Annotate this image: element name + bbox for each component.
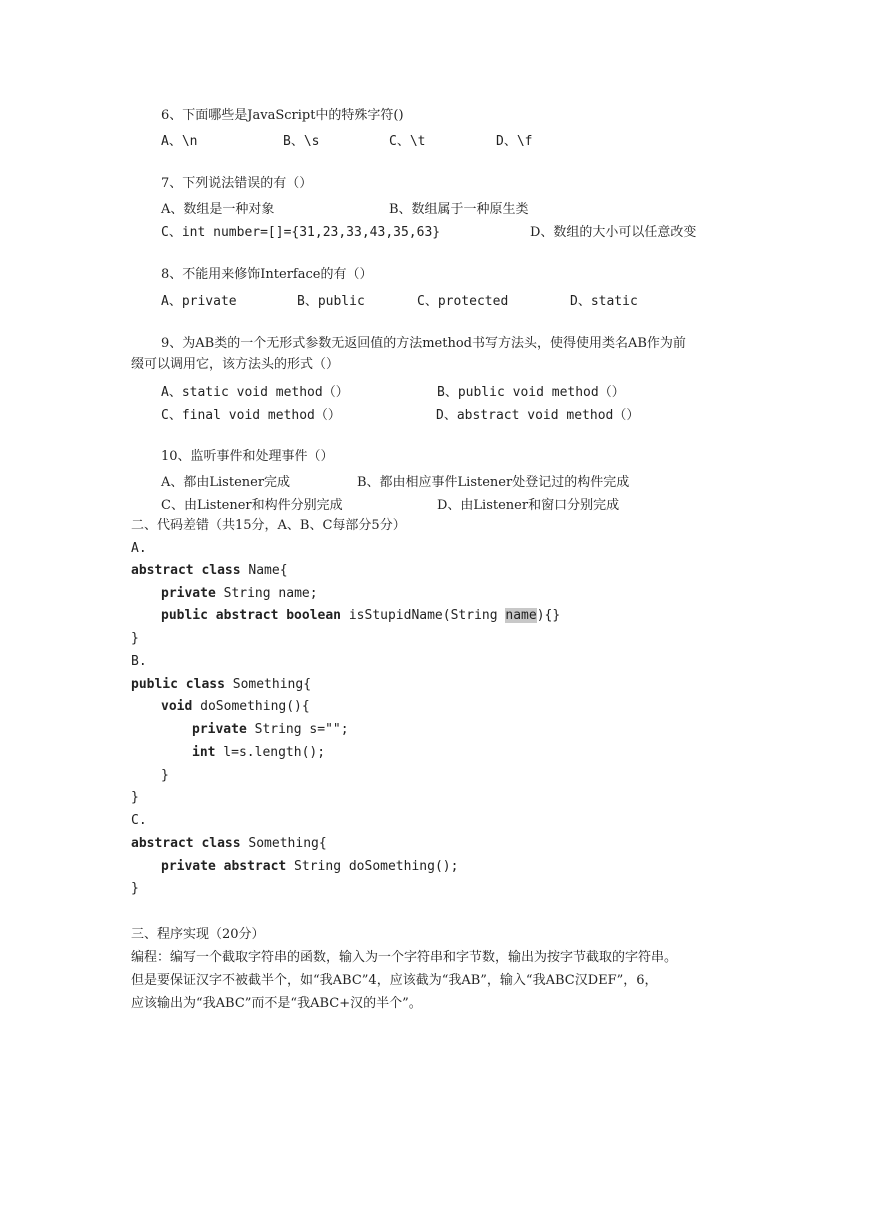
keyword: public class bbox=[131, 677, 225, 692]
section-3-paragraph-line2: 但是要保证汉字不被截半个，如“我ABC”4，应该截为“我AB”，输入“我ABC汉DEF”，6， bbox=[131, 973, 658, 988]
keyword: private bbox=[161, 586, 216, 601]
code-c-close: } bbox=[131, 881, 139, 896]
question-10-option-a: A、都由Listener完成 bbox=[161, 475, 291, 490]
code-text: String name; bbox=[215, 586, 318, 601]
question-7-option-a: A、数组是一种对象 bbox=[161, 202, 275, 217]
section-2-heading: 二、代码差错（共15分，A、B、C每部分5分） bbox=[131, 518, 406, 533]
question-6-text: 6、下面哪些是JavaScript中的特殊字符() bbox=[161, 108, 404, 123]
question-8-option-c: C、protected bbox=[417, 294, 509, 309]
code-text: Name{ bbox=[240, 563, 288, 578]
code-text: Something{ bbox=[224, 677, 312, 692]
code-a-line-1 bbox=[131, 562, 288, 580]
code-c-line-2 bbox=[161, 858, 458, 876]
question-7-text: 7、下列说法错误的有（） bbox=[161, 176, 313, 191]
section-3-heading: 三、程序实现（20分） bbox=[131, 927, 265, 942]
code-c-label: C. bbox=[131, 813, 147, 828]
code-b-line-2 bbox=[161, 698, 310, 716]
code-text: l=s.length(); bbox=[215, 745, 326, 760]
code-b-line-3 bbox=[192, 721, 349, 739]
question-8-option-a: A、private bbox=[161, 294, 237, 309]
code-b-label: B. bbox=[131, 654, 147, 669]
code-b-line-4 bbox=[192, 744, 325, 762]
question-10-text: 10、监听事件和处理事件（） bbox=[161, 449, 334, 464]
question-8-option-b: B、public bbox=[297, 294, 365, 309]
keyword: private bbox=[192, 722, 247, 737]
keyword: abstract class bbox=[131, 836, 241, 851]
question-6-option-b: B、\s bbox=[283, 134, 320, 149]
keyword: private abstract bbox=[161, 859, 287, 874]
question-9-option-d: D、abstract void method（） bbox=[436, 408, 640, 423]
question-6-option-c: C、\t bbox=[389, 134, 426, 149]
question-10-option-d: D、由Listener和窗口分别完成 bbox=[437, 498, 620, 513]
question-7-option-d: D、数组的大小可以任意改变 bbox=[530, 225, 697, 240]
code-c-line-1 bbox=[131, 835, 327, 853]
code-text: doSomething(){ bbox=[192, 699, 310, 714]
code-a-label: A. bbox=[131, 541, 147, 556]
question-10-option-b: B、都由相应事件Listener处登记过的构件完成 bbox=[357, 475, 630, 490]
question-6-option-d: D、\f bbox=[496, 134, 533, 149]
question-7-option-c: C、int number=[]={31,23,33,43,35,63} bbox=[161, 225, 441, 240]
question-9-option-b: B、public void method（） bbox=[437, 385, 625, 400]
code-text: isStupidName(String bbox=[341, 608, 506, 623]
section-3-paragraph-line3: 应该输出为“我ABC”而不是“我ABC+汉的半个”。 bbox=[131, 996, 422, 1011]
keyword: int bbox=[192, 745, 216, 760]
code-b-close: } bbox=[131, 790, 139, 805]
keyword: abstract class bbox=[131, 563, 241, 578]
code-text: String doSomething(); bbox=[286, 859, 459, 874]
keyword: void bbox=[161, 699, 193, 714]
code-text: String s=""; bbox=[246, 722, 349, 737]
highlighted-text: name bbox=[505, 608, 537, 623]
question-9-text-line2: 缀可以调用它，该方法头的形式（） bbox=[131, 357, 340, 372]
question-8-option-d: D、static bbox=[570, 294, 638, 309]
keyword: public abstract boolean bbox=[161, 608, 342, 623]
question-10-option-c: C、由Listener和构件分别完成 bbox=[161, 498, 343, 513]
code-b-line-1 bbox=[131, 676, 311, 694]
question-6-option-a: A、\n bbox=[161, 134, 198, 149]
code-a-close: } bbox=[131, 631, 139, 646]
code-b-close-inner: } bbox=[161, 768, 169, 783]
section-3-paragraph-line1: 编程：编写一个截取字符串的函数，输入为一个字符串和字节数，输出为按字节截取的字符串。 bbox=[131, 950, 678, 965]
code-text: ){} bbox=[536, 608, 561, 623]
question-7-option-b: B、数组属于一种原生类 bbox=[389, 202, 529, 217]
code-a-line-2 bbox=[161, 585, 318, 603]
question-9-option-a: A、static void method（） bbox=[161, 385, 349, 400]
question-9-option-c: C、final void method（） bbox=[161, 408, 341, 423]
code-text: Something{ bbox=[240, 836, 327, 851]
question-9-text-line1: 9、为AB类的一个无形式参数无返回值的方法method书写方法头，使得使用类名AB作为前 bbox=[161, 336, 686, 351]
question-8-text: 8、不能用来修饰Interface的有（） bbox=[161, 267, 373, 282]
code-a-line-3 bbox=[161, 607, 560, 625]
